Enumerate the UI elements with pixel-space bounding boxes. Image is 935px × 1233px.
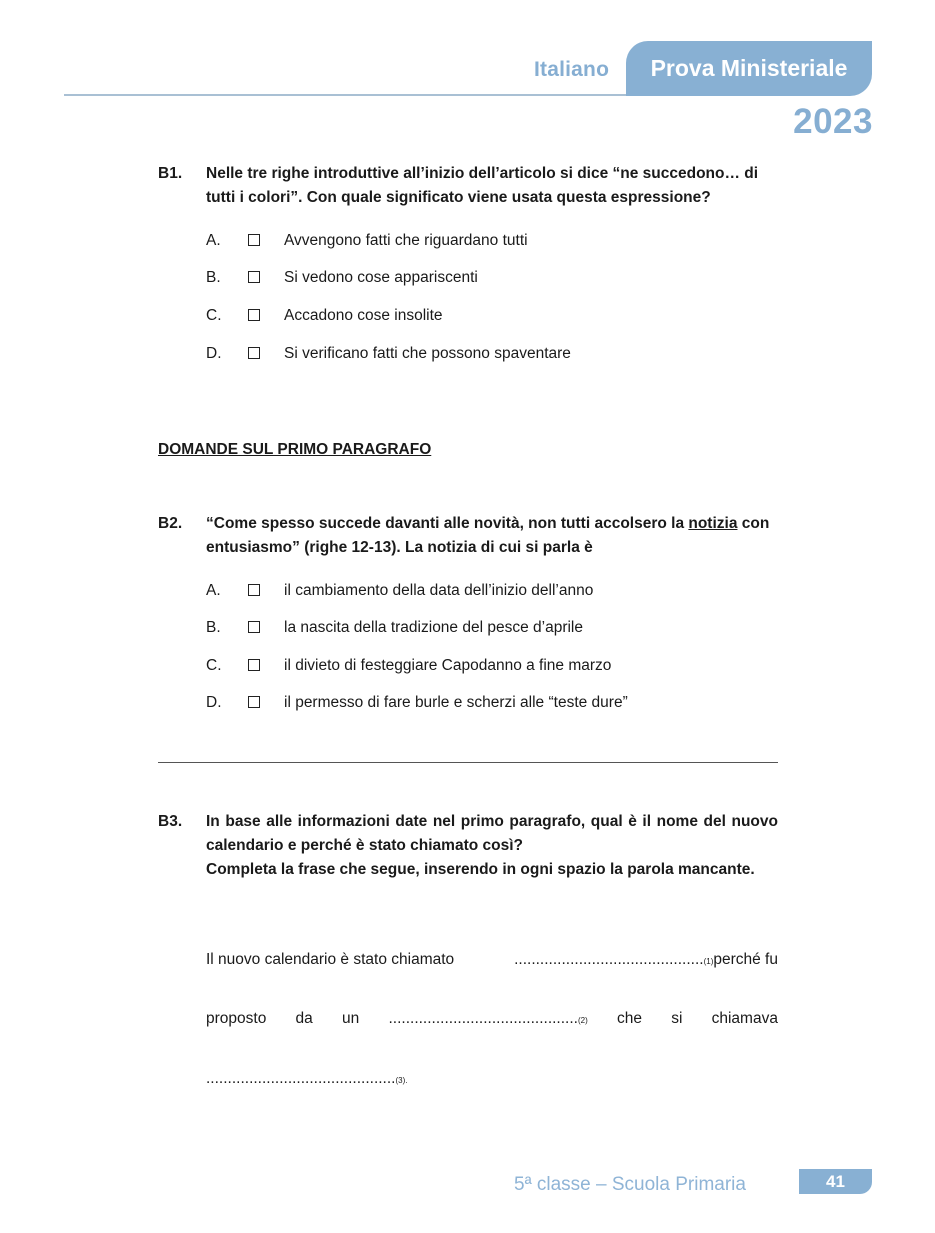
option-label: Si verificano fatti che possono spaventare — [284, 345, 571, 362]
question-b2 — [158, 512, 778, 560]
question-text-part: con entusiasmo” (righe 12-13). La notizia di cui si parla è — [206, 515, 770, 556]
option-label: Accadono cose insolite — [284, 307, 443, 324]
fill-word: un — [342, 1010, 360, 1027]
checkbox[interactable] — [248, 309, 260, 321]
fill-blank-1[interactable]: ............................................(1)perché fu — [514, 951, 778, 968]
fill-blank-3[interactable]: ............................................(3). — [206, 1070, 408, 1087]
fill-text: perché fu — [713, 951, 778, 968]
option-label: il divieto di festeggiare Capodanno a fine marzo — [284, 657, 612, 674]
fill-word: che — [616, 1010, 642, 1027]
option-letter: D. — [206, 694, 222, 711]
option-letter: A. — [206, 232, 221, 249]
option-label: Si vedono cose appariscenti — [284, 269, 478, 286]
fill-word: chiamava — [711, 1010, 778, 1027]
fill-line-2 — [206, 1008, 778, 1032]
option-label: Avvengono fatti che riguardano tutti — [284, 232, 528, 249]
question-b1 — [158, 162, 778, 210]
question-text — [206, 512, 778, 560]
checkbox[interactable] — [248, 234, 260, 246]
header-subject: Italiano — [534, 58, 610, 81]
question-number: B2. — [158, 515, 183, 532]
option-letter: C. — [206, 307, 222, 324]
header-tab-title: Prova Ministeriale — [650, 55, 848, 81]
question-text: Nelle tre righe introduttive all’inizio dell’articolo si dice “ne succedono… di tutti i colori”. Con quale significato viene usata questa espressione? — [206, 165, 759, 206]
page-number: 41 — [826, 1172, 845, 1191]
checkbox[interactable] — [248, 621, 260, 633]
blank-marker: (3). — [395, 1076, 408, 1085]
option-label: il permesso di fare burle e scherzi alle “teste dure” — [284, 694, 628, 711]
checkbox[interactable] — [248, 696, 260, 708]
option-letter: C. — [206, 657, 222, 674]
fill-line-3 — [206, 1068, 778, 1092]
option-letter: B. — [206, 619, 221, 636]
checkbox[interactable] — [248, 659, 260, 671]
question-b3 — [158, 810, 778, 882]
checkbox[interactable] — [248, 271, 260, 283]
blank-marker: (1) — [703, 957, 714, 966]
blank-marker: (2) — [577, 1016, 588, 1025]
fill-word: si — [671, 1010, 683, 1027]
underlined-word: notizia — [688, 515, 738, 532]
footer-grade: 5ª classe – Scuola Primaria — [514, 1174, 746, 1195]
fill-line-1 — [206, 949, 778, 973]
fill-blank-2[interactable]: ............................................(2) — [388, 1010, 588, 1027]
option-letter: D. — [206, 345, 222, 362]
question-number: B1. — [158, 165, 183, 182]
checkbox[interactable] — [248, 584, 260, 596]
section-title: DOMANDE SUL PRIMO PARAGRAFO — [158, 441, 432, 458]
option-label: la nascita della tradizione del pesce d’aprile — [284, 619, 583, 636]
fill-word: da — [295, 1010, 313, 1027]
question-text: In base alle informazioni date nel primo paragrafo, qual è il nome del nuovo calendario e perché è stato chiamato così? — [206, 813, 778, 854]
header-tab — [626, 41, 872, 96]
checkbox[interactable] — [248, 347, 260, 359]
fill-word: proposto — [206, 1010, 267, 1027]
header-year: 2023 — [793, 102, 873, 141]
question-text-part: “Come spesso succede davanti alle novità, non tutti accolsero la — [206, 515, 689, 532]
question-instruction: Completa la frase che segue, inserendo in ogni spazio la parola mancante. — [206, 861, 755, 878]
option-letter: A. — [206, 582, 221, 599]
divider — [158, 762, 778, 763]
option-label: il cambiamento della data dell’inizio dell’anno — [284, 582, 594, 599]
fill-text: Il nuovo calendario è stato chiamato — [206, 951, 455, 968]
page-number-badge — [799, 1169, 872, 1194]
question-number: B3. — [158, 813, 183, 830]
header-rule — [64, 94, 664, 96]
option-letter: B. — [206, 269, 221, 286]
